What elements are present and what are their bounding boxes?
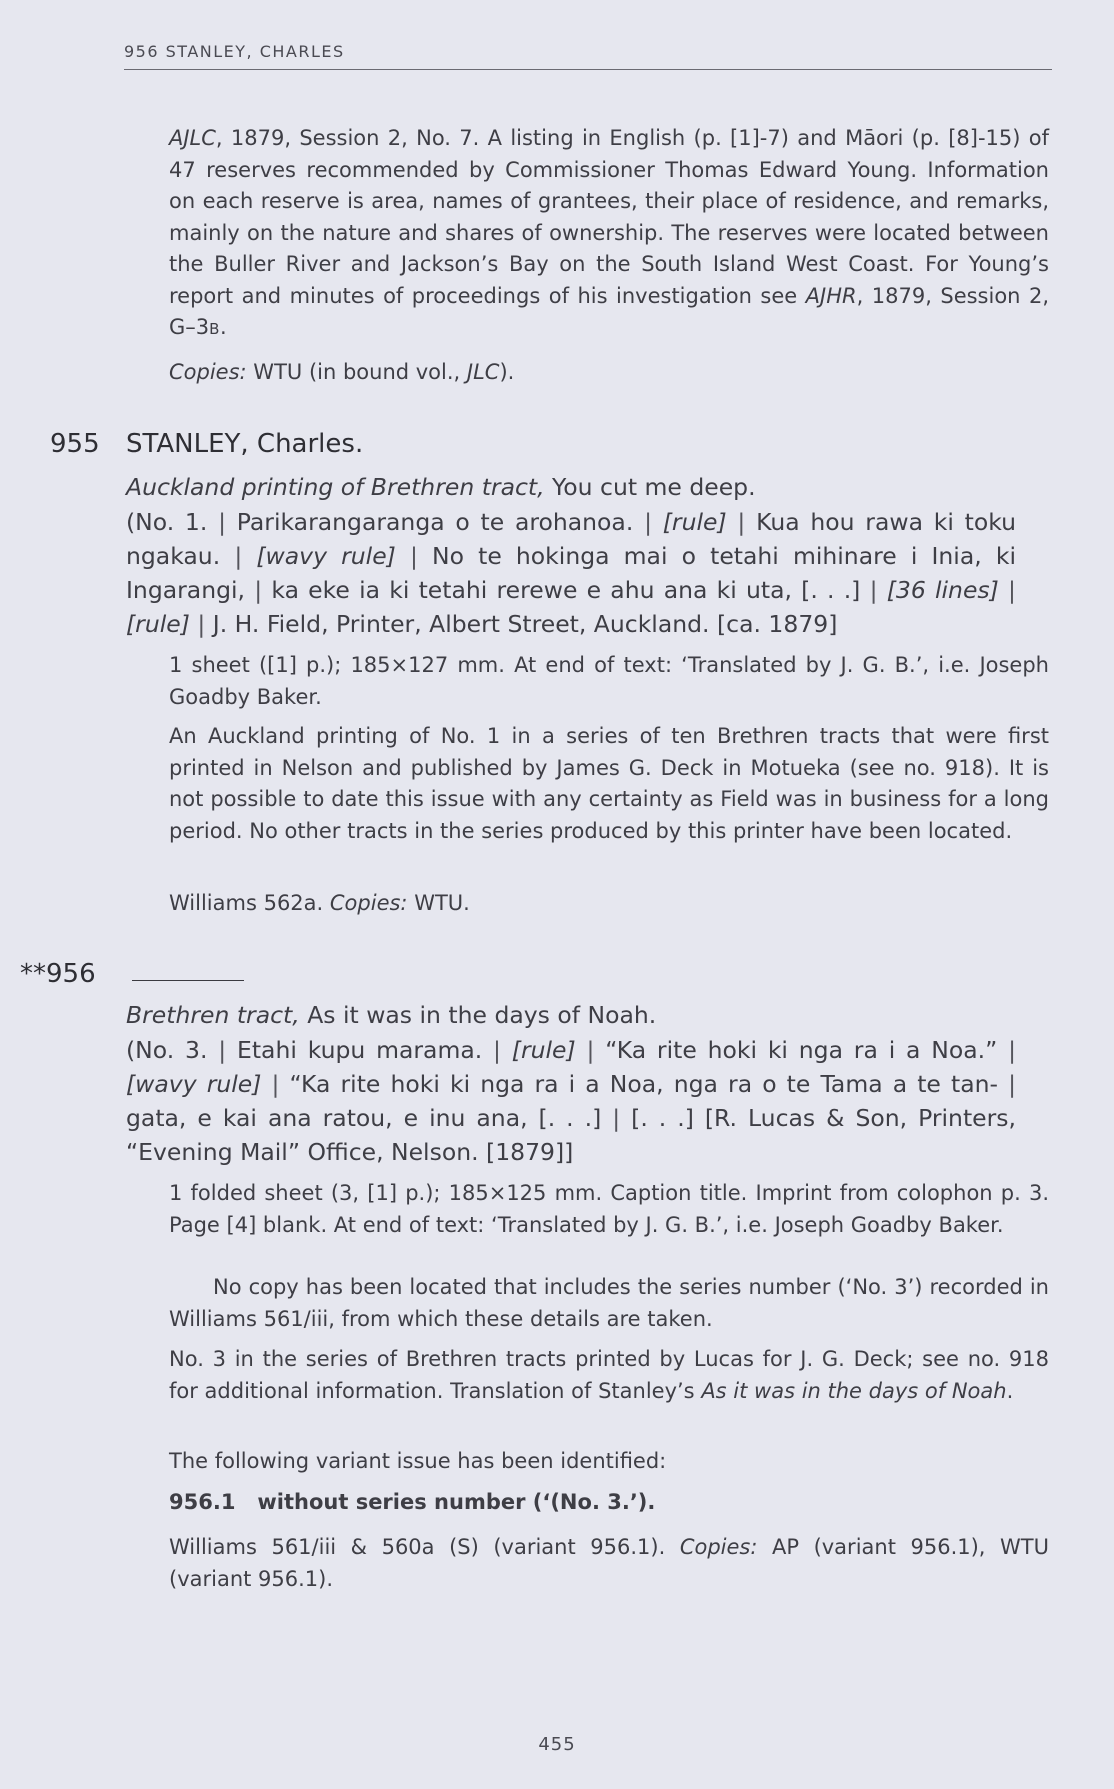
copies-label: Copies: bbox=[679, 1535, 758, 1559]
line-break-mark: | bbox=[869, 576, 878, 604]
author-name-end: . bbox=[354, 429, 364, 459]
entry-956-variant-intro: The following variant issue has been identified: bbox=[169, 1449, 667, 1473]
ajlc-ref: AJLC bbox=[169, 126, 216, 150]
entry-955-transcription bbox=[126, 505, 1016, 641]
entry-955-refs bbox=[169, 888, 1049, 920]
note-end: . bbox=[1006, 1378, 1014, 1403]
line-break-mark: | bbox=[409, 542, 418, 570]
entry-number-955: 955 bbox=[50, 429, 100, 459]
rule-note: [rule] bbox=[126, 610, 190, 638]
copies-label: Copies: bbox=[329, 891, 408, 915]
transcription-part: (No. 1. bbox=[126, 508, 219, 536]
line-break-mark: | bbox=[234, 542, 243, 570]
transcription-part: gata, e kai ana ratou, e inu ana, [. . .] bbox=[126, 1104, 613, 1132]
entry-955-note: An Auckland printing of No. 1 in a series of ten Brethren tracts that were first printed in Nelson and published by James G. Deck in Motueka (see no. 918). It is not possible to date this issue with any certainty as Field was in business for a long period. No other tracts in the series produced by this printer have been located. bbox=[169, 724, 1049, 843]
lines-note: [36 lines] bbox=[886, 576, 999, 604]
copies-text: AP (variant 956.1), WTU (variant 956.1). bbox=[169, 1535, 1049, 1591]
line-break-mark: | bbox=[493, 1036, 501, 1064]
wavy-rule-note: [wavy rule] bbox=[256, 542, 396, 570]
prev-entry-description bbox=[169, 123, 1049, 346]
transcription-part: “Ka rite hoki ki nga ra i a Noa.” bbox=[594, 1036, 1009, 1064]
prev-body-text: , 1879, Session 2, No. 7. A listing in English (p. [1]-7) and Māori (p. [8]-15) of 47 reserves recommended by Commissioner Thomas Edward Young. Information on each reserve is area, names of grantees, their place of residence, and remarks, mainly on the nature and shares of ownership. The reserves were located between the Buller River and Jackson’s Bay on the South Island West Coast. For Young’s report and minutes of proceedings of his investigation see bbox=[169, 126, 1049, 308]
line-break-mark: | bbox=[586, 1036, 595, 1064]
author-repeat-dash bbox=[132, 980, 244, 981]
line-break-mark: | bbox=[1008, 576, 1016, 604]
transcription-part: Kua hou rawa ki toku ngakau. bbox=[126, 508, 1016, 570]
refs-text: Williams 562a. bbox=[169, 891, 330, 915]
wavy-rule-note: [wavy rule] bbox=[126, 1070, 262, 1098]
transcription-part: Parikarangaranga o te arohanoa. bbox=[226, 508, 645, 536]
entry-956-refs bbox=[169, 1532, 1049, 1595]
line-break-mark: | bbox=[737, 508, 746, 536]
title-rest: As it was in the days of Noah. bbox=[299, 1001, 657, 1029]
line-break-mark: | bbox=[1008, 1036, 1016, 1064]
entry-number-956: **956 bbox=[20, 959, 96, 989]
transcription-part: Etahi kupu marama. bbox=[226, 1036, 494, 1064]
entry-955-collation: 1 sheet ([1] p.); 185×127 mm. At end of text: ‘Translated by J. G. B.’, i.e. Joseph Goadby Baker. bbox=[169, 653, 1049, 709]
line-break-mark: | bbox=[218, 508, 227, 536]
copies-text: WTU (in bound vol., bbox=[246, 360, 467, 384]
line-break-mark: | bbox=[218, 1036, 227, 1064]
transcription-part: (No. 3. bbox=[126, 1036, 219, 1064]
rule-note: [rule] bbox=[662, 508, 727, 536]
prev-body-end: . bbox=[219, 315, 227, 339]
variant-label: without series number (‘(No. 3.’). bbox=[257, 1490, 656, 1514]
prev-entry-copies bbox=[169, 357, 1049, 389]
line-break-mark: | bbox=[644, 508, 652, 536]
line-break-mark: | bbox=[612, 1104, 621, 1132]
transcription-part: J. H. Field, Printer, Albert Street, Auckland. [ca. 1879] bbox=[205, 610, 838, 638]
line-break-mark: | bbox=[1008, 1070, 1016, 1098]
transcription-part: No te hokinga mai o tetahi mihinare i Inia, ki Ingarangi, bbox=[126, 542, 1016, 604]
entry-956-variant bbox=[169, 1487, 1049, 1519]
transcription-part: “Ka rite hoki ki nga ra i a Noa, nga ra o te Tama a te tan- bbox=[279, 1070, 1009, 1098]
author-name: STANLEY, Charles bbox=[126, 429, 355, 459]
variant-number: 956.1 bbox=[169, 1490, 236, 1514]
entry-956-collation: 1 folded sheet (3, [1] p.); 185×125 mm. Caption title. Imprint from colophon p. 3. Page [4] blank. At end of text: ‘Translated by J. G. B.’, i.e. Joseph Goadby Baker. bbox=[169, 1181, 1049, 1237]
entry-author-955 bbox=[126, 429, 363, 459]
entry-955-title bbox=[126, 470, 1016, 504]
entry-956-transcription bbox=[126, 1033, 1016, 1169]
refs-text: Williams 561/iii & 560a (S) (variant 956.1). bbox=[169, 1535, 680, 1559]
line-break-mark: | bbox=[197, 610, 206, 638]
rule-note: [rule] bbox=[511, 1036, 576, 1064]
note-title-italic: As it was in the days of Noah bbox=[701, 1378, 1007, 1403]
line-break-mark: | bbox=[271, 1070, 280, 1098]
title-rest: You cut me deep. bbox=[544, 473, 756, 501]
transcription-part: [. . .] [R. Lucas & Son, Printers, “Evening Mail” Office, Nelson. [1879]] bbox=[126, 1104, 1016, 1166]
entry-956-note bbox=[169, 1344, 1049, 1407]
prev-body-smallcap: B bbox=[209, 320, 220, 338]
entry-956-title bbox=[126, 998, 1016, 1032]
title-italic: Auckland printing of Brethren tract, bbox=[126, 473, 545, 501]
copies-label: Copies: bbox=[169, 360, 247, 384]
copies-end: ). bbox=[499, 360, 515, 384]
transcription-part: ka eke ia ki tetahi rerewe e ahu ana ki uta, [. . .] bbox=[262, 576, 870, 604]
page-number: 455 bbox=[538, 1734, 576, 1755]
copies-jlc: JLC bbox=[466, 360, 500, 384]
prev-body-session: , 1879, Session 2, G–3 bbox=[169, 283, 1049, 339]
line-break-mark: | bbox=[254, 576, 263, 604]
running-head: 956 STANLEY, CHARLES bbox=[124, 42, 345, 61]
note-text: No. 3 in the series of Brethren tracts printed by Lucas for J. G. Deck; see no. 918 for additional information. Translation of Stanley’s bbox=[169, 1347, 1049, 1403]
ajhr-ref: AJHR bbox=[805, 283, 857, 308]
running-head-rule bbox=[124, 69, 1052, 70]
title-italic: Brethren tract, bbox=[126, 1001, 300, 1029]
copies-text: WTU. bbox=[407, 891, 470, 915]
entry-956-collation-note: No copy has been located that includes the series number (‘No. 3’) recorded in Williams 561/iii, from which these details are taken. bbox=[169, 1275, 1049, 1331]
